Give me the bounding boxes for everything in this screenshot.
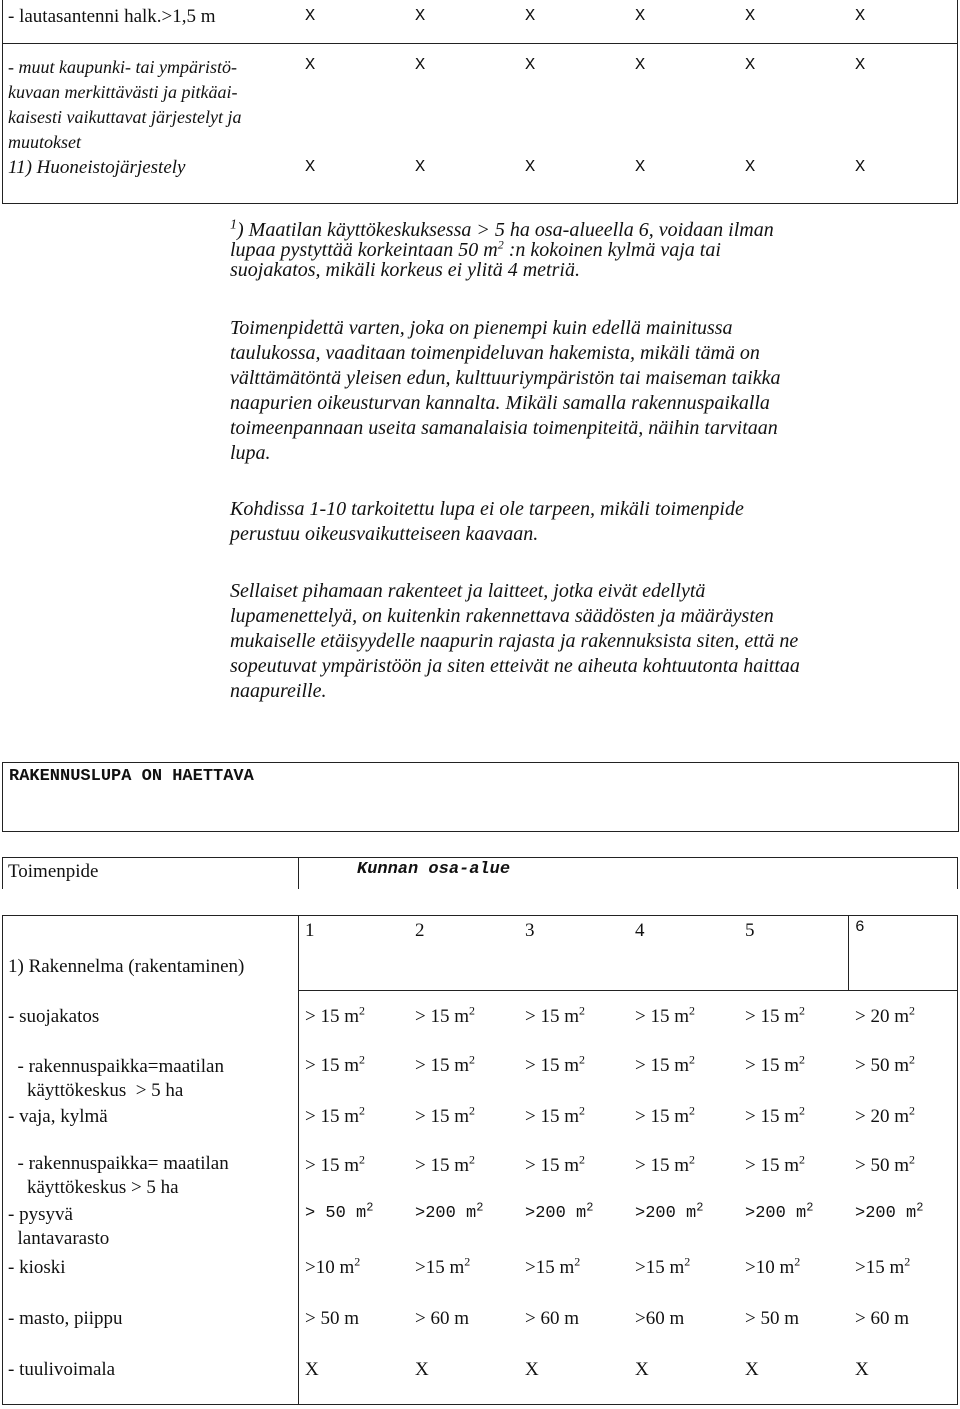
table-cell: > 15 $m^2$ xyxy=(745,1103,805,1127)
column-number: 5 xyxy=(745,920,755,941)
table-cell: > 15 $m^2$ xyxy=(635,1052,695,1076)
table-cell: X xyxy=(415,1359,429,1380)
table-cell: X xyxy=(305,1359,319,1380)
section-title: RAKENNUSLUPA ON HAETTAVA xyxy=(9,767,254,786)
row-label: - masto, piippu xyxy=(8,1308,123,1329)
table-cell: X xyxy=(855,1359,869,1380)
row-label: - pysyvä lantavarasto xyxy=(8,1204,110,1249)
table-cell: > 15 $m^2$ xyxy=(415,1103,475,1127)
table-cell: >200 $m^2$ xyxy=(525,1200,594,1223)
top-cell: X xyxy=(525,7,536,26)
table-cell: >200 $m^2$ xyxy=(855,1200,924,1223)
table-cell: > 15 $m^2$ xyxy=(415,1052,475,1076)
paragraph: Sellaiset pihamaan rakenteet ja laitteet, jotka eivät edellytä lupamenettelyä, on kuitenkin rakennettava säädösten ja määräysten mukaiselle etäisyydelle naapurin rajasta ja rakennuksista siten, että ne sopeutuvat ympäristöön ja siten etteivät ne aiheuta kohtuutonta haittaa naapureille. xyxy=(230,580,800,702)
top-cell: X xyxy=(415,7,426,26)
top-cell: X xyxy=(855,7,866,26)
table-cell: >10 $m^2$ xyxy=(745,1254,801,1278)
table-cell: > 60 m xyxy=(525,1308,579,1329)
footnote-line: :n kokoinen kylmä vaja tai xyxy=(503,239,721,261)
table-cell: >200 $m^2$ xyxy=(415,1200,484,1223)
footnote-line: suojakatos, mikäli korkeus ei ylitä 4 metriä. xyxy=(230,259,580,281)
top-cell: X xyxy=(635,7,646,26)
top-cell: X xyxy=(745,56,756,75)
table-cell: > 50 $m^2$ xyxy=(305,1200,374,1223)
footnote-line: lupaa pystyttää korkeintaan 50 m xyxy=(230,239,498,261)
top-cell: X xyxy=(855,56,866,75)
table-cell: > 15 $m^2$ xyxy=(745,1052,805,1076)
table-cell: X xyxy=(525,1359,539,1380)
table-cell: X xyxy=(745,1359,759,1380)
table-cell: >60 m xyxy=(635,1308,685,1329)
table-cell: >15 $m^2$ xyxy=(635,1254,691,1278)
column-number: 3 xyxy=(525,920,535,941)
top-cell: X xyxy=(525,158,536,177)
top-row-label: 11) Huoneistojärjestely xyxy=(8,157,186,178)
column-number: 4 xyxy=(635,920,645,941)
table-cell: >200 $m^2$ xyxy=(635,1200,704,1223)
table-cell: > 20 $m^2$ xyxy=(855,1003,915,1027)
table-cell: > 15 $m^2$ xyxy=(525,1103,585,1127)
top-cell: X xyxy=(745,7,756,26)
top-cell: X xyxy=(305,158,316,177)
footnote-marker: 1 xyxy=(230,217,237,233)
table-cell: >15 $m^2$ xyxy=(415,1254,471,1278)
row-label: - tuulivoimala xyxy=(8,1359,116,1380)
row-label: - kioski xyxy=(8,1257,66,1278)
top-row-label: - lautasantenni halk.>1,5 m xyxy=(8,6,216,27)
table-cell: > 15 $m^2$ xyxy=(525,1152,585,1176)
superscript: 2 xyxy=(497,237,504,252)
table-cell: > 15 $m^2$ xyxy=(525,1003,585,1027)
toimenpide-header: Toimenpide xyxy=(8,861,99,882)
table-cell: > 15 $m^2$ xyxy=(525,1052,585,1076)
table-cell: > 50 m xyxy=(305,1308,359,1329)
table-cell: >15 $m^2$ xyxy=(855,1254,911,1278)
top-cell: X xyxy=(415,158,426,177)
table-cell: > 15 $m^2$ xyxy=(635,1103,695,1127)
table-cell: > 60 m xyxy=(855,1308,909,1329)
top-cell: X xyxy=(305,56,316,75)
group-label: 1) Rakennelma (rakentaminen) xyxy=(8,956,245,977)
table-cell: >10 $m^2$ xyxy=(305,1254,361,1278)
row-label: - suojakatos xyxy=(8,1006,100,1027)
table-cell: > 15 $m^2$ xyxy=(415,1152,475,1176)
column-number: 1 xyxy=(305,920,315,941)
top-cell: X xyxy=(635,56,646,75)
table-cell: > 50 $m^2$ xyxy=(855,1152,915,1176)
table-cell: > 50 m xyxy=(745,1308,799,1329)
column-number: 6 xyxy=(855,918,865,936)
table-cell: > 20 $m^2$ xyxy=(855,1103,915,1127)
row-label: - rakennuspaikka=maatilan käyttökeskus > 5 ha xyxy=(8,1056,224,1101)
top-cell: X xyxy=(305,7,316,26)
table-cell: > 50 $m^2$ xyxy=(855,1052,915,1076)
table-cell: > 15 $m^2$ xyxy=(635,1152,695,1176)
top-cell: X xyxy=(855,158,866,177)
table-cell: > 15 $m^2$ xyxy=(415,1003,475,1027)
footnote-line: ) Maatilan käyttökeskuksessa > 5 ha osa-alueella 6, voidaan ilman xyxy=(237,219,774,241)
column-number: 2 xyxy=(415,920,425,941)
table-cell: X xyxy=(635,1359,649,1380)
top-row-label: - muut kaupunki- tai ympäristö- kuvaan merkittävästi ja pitkäai- kaisesti vaikuttavat järjestelyt ja muutokset xyxy=(8,57,242,152)
table-cell: > 15 $m^2$ xyxy=(305,1103,365,1127)
top-cell: X xyxy=(415,56,426,75)
row-label: - rakennuspaikka= maatilan käyttökeskus > 5 ha xyxy=(8,1153,229,1198)
table-cell: >200 $m^2$ xyxy=(745,1200,814,1223)
table-cell: > 60 m xyxy=(415,1308,469,1329)
top-cell: X xyxy=(525,56,536,75)
section-title-box xyxy=(2,762,959,832)
table-cell: > 15 $m^2$ xyxy=(305,1003,365,1027)
top-cell: X xyxy=(745,158,756,177)
table-cell: > 15 $m^2$ xyxy=(635,1003,695,1027)
kunnan-osa-alue-header: Kunnan osa-alue xyxy=(357,860,511,879)
footnote xyxy=(230,217,774,281)
table-cell: > 15 $m^2$ xyxy=(305,1152,365,1176)
row-label: - vaja, kylmä xyxy=(8,1106,108,1127)
paragraph: Kohdissa 1-10 tarkoitettu lupa ei ole tarpeen, mikäli toimenpide perustuu oikeusvaikutteiseen kaavaan. xyxy=(230,498,744,545)
table-cell: > 15 $m^2$ xyxy=(745,1152,805,1176)
top-cell: X xyxy=(635,158,646,177)
table-cell: >15 $m^2$ xyxy=(525,1254,581,1278)
table-cell: > 15 $m^2$ xyxy=(745,1003,805,1027)
paragraph: Toimenpidettä varten, joka on pienempi kuin edellä mainitussa taulukossa, vaaditaan toimenpideluvan hakemista, mikäli tämä on välttämätöntä yleisen edun, kulttuuriympäristön tai maiseman taikka naapurien oikeusturvan kannalta. Mikäli samalla rakennuspaikalla toimeenpannaan useita samanalaisia toimenpiteitä, näihin tarvitaan lupa. xyxy=(230,317,781,464)
table-cell: > 15 $m^2$ xyxy=(305,1052,365,1076)
